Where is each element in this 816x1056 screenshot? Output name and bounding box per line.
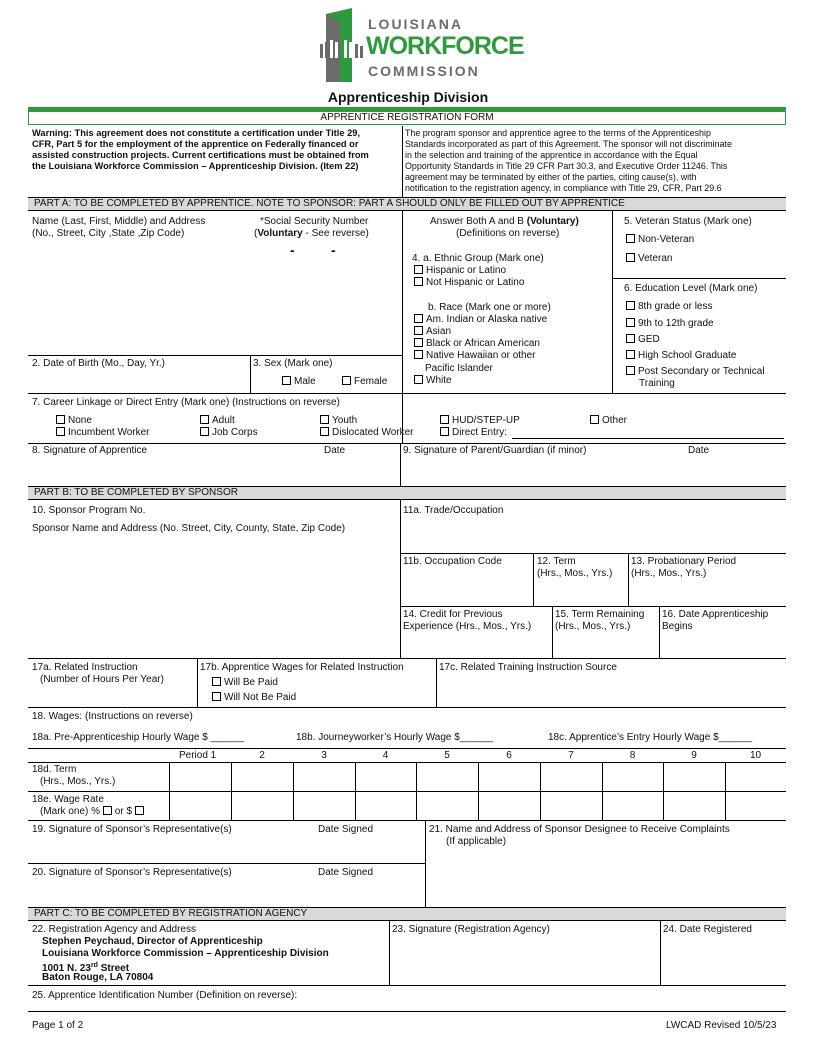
related-instr-label: 17a. Related Instruction <box>32 662 138 673</box>
logo <box>320 8 524 84</box>
education-option[interactable]: 8th grade or less <box>626 301 713 313</box>
designee-sub: (If applicable) <box>446 836 507 847</box>
period-header: Period 1 <box>179 750 217 761</box>
wage-rate-sub[interactable]: (Mark one) % or $ <box>40 806 147 818</box>
career-option[interactable]: Youth <box>320 415 357 427</box>
period-header: 7 <box>568 750 574 761</box>
race-option[interactable]: Asian <box>414 326 451 338</box>
period-header: 8 <box>629 750 636 761</box>
probation-label: 13. Probationary Period <box>631 556 737 567</box>
form-title: APPRENTICE REGISTRATION FORM <box>320 112 494 123</box>
ssn-label: *Social Security Number <box>260 216 369 227</box>
sig-agency-label: 23. Signature (Registration Agency) <box>392 924 550 935</box>
part-a-header: PART A: TO BE COMPLETED BY APPRENTICE. NOTE TO SPONSOR: PART A SHOULD ONLY BE FILLED OUT BY APPRENTICE <box>28 197 786 211</box>
career-option[interactable]: Direct Entry: <box>440 427 507 439</box>
period-header: 5 <box>444 750 450 761</box>
checkbox[interactable] <box>414 350 423 359</box>
date-label: Date <box>688 445 710 456</box>
sex-male[interactable]: Male <box>282 376 316 388</box>
sex-female[interactable]: Female <box>342 376 387 388</box>
date-label: Date <box>324 445 346 456</box>
checkbox[interactable] <box>626 234 635 243</box>
checkbox[interactable] <box>626 318 635 327</box>
entry-wage-label: 18c. Apprentice’s Entry Hourly Wage $______ <box>548 732 753 743</box>
logo-line3: COMMISSION <box>368 63 480 79</box>
wages-label: 18. Wages: (Instructions on reverse) <box>32 711 193 722</box>
term-row-label: 18d. Term <box>32 764 77 775</box>
period-header: 4 <box>382 750 389 761</box>
date-signed-label: Date Signed <box>318 867 374 878</box>
checkbox[interactable] <box>414 326 423 335</box>
sig-rep19-label: 19. Signature of Sponsor’s Representative(s) <box>32 824 232 835</box>
apprentice-id-label: 25. Apprentice Identification Number (Definition on reverse): <box>32 990 298 1001</box>
ethnic-option[interactable]: Not Hispanic or Latino <box>414 277 524 289</box>
ssn-dash: - <box>290 242 295 258</box>
program-no-label: 10. Sponsor Program No. <box>32 505 146 516</box>
name-label: Name (Last, First, Middle) and Address <box>32 216 206 227</box>
designee-label: 21. Name and Address of Sponsor Designee to Receive Complaints <box>429 824 730 835</box>
race-option[interactable]: White <box>414 375 452 387</box>
name-sub: (No., Street, City ,State ,Zip Code) <box>32 228 185 239</box>
checkbox[interactable] <box>342 376 351 385</box>
trade-label: 11a. Trade/Occupation <box>403 505 504 516</box>
checkbox[interactable] <box>200 427 209 436</box>
checkbox[interactable] <box>320 427 329 436</box>
race-option[interactable]: Black or African American <box>414 338 540 350</box>
checkbox[interactable] <box>200 415 209 424</box>
career-option[interactable]: None <box>56 415 92 427</box>
agreement-text: The program sponsor and apprentice agree to the terms of the Apprenticeship Standards incorporated as part of this Agreement. The sponsor will not discriminate in the selection and training of the apprentice in accordance with the Equal Opportunity Standards in Title 29 CFR Part 30.3, and Executive Order 11246. This agreement may be terminated by either of the parties, citing cause(s), with notification to the registration agency, in compliance with Title 29, CFR, Part 29.6 <box>405 128 732 193</box>
training-source-label: 17c. Related Training Instruction Source <box>439 662 617 673</box>
ethnic-option[interactable]: Hispanic or Latino <box>414 265 506 277</box>
date-registered-label: 24. Date Registered <box>663 924 752 935</box>
checkbox[interactable] <box>56 427 65 436</box>
checkbox[interactable] <box>590 415 599 424</box>
race-label: b. Race (Mark one or more) <box>428 302 551 313</box>
veteran-option[interactable]: Non-Veteran <box>626 234 694 246</box>
date-signed-label: Date Signed <box>318 824 374 835</box>
period-header: 3 <box>321 750 327 761</box>
pre-wage-label: 18a. Pre-Apprenticeship Hourly Wage $ ______ <box>32 732 244 743</box>
term-row-sub: (Hrs., Mos., Yrs.) <box>40 776 116 787</box>
logo-line2: WORKFORCE <box>366 32 524 60</box>
career-label: 7. Career Linkage or Direct Entry (Mark one) (Instructions on reverse) <box>32 397 340 408</box>
form-title-bar <box>28 107 786 125</box>
veteran-label: 5. Veteran Status (Mark one) <box>624 216 752 227</box>
career-option[interactable]: Dislocated Worker <box>320 427 414 439</box>
agency-line: Stephen Peychaud, Director of Apprenticeship <box>42 936 263 947</box>
wage-rate-label: 18e. Wage Rate <box>32 794 104 805</box>
education-option[interactable]: Post Secondary or Technical <box>626 366 765 378</box>
logo-mark-icon <box>320 8 364 82</box>
veteran-option[interactable]: Veteran <box>626 253 672 265</box>
division-title: Apprenticeship Division <box>327 89 489 105</box>
education-option[interactable]: 9th to 12th grade <box>626 318 714 330</box>
checkbox[interactable] <box>626 301 635 310</box>
checkbox[interactable] <box>626 334 635 343</box>
part-c-header: PART C: TO BE COMPLETED BY REGISTRATION AGENCY <box>28 907 786 921</box>
sig-parent-label: 9. Signature of Parent/Guardian (if minor) <box>403 445 587 456</box>
race-option[interactable]: Am. Indian or Alaska native <box>414 314 547 326</box>
period-header: 2 <box>259 750 265 761</box>
career-option[interactable]: Job Corps <box>200 427 258 439</box>
sig-rep20-label: 20. Signature of Sponsor’s Representative(s) <box>32 867 232 878</box>
logo-line1: LOUISIANA <box>368 16 463 32</box>
wages-related-label: 17b. Apprentice Wages for Related Instruction <box>200 662 404 673</box>
ssn-sub: (Voluntary - See reverse) <box>254 228 369 239</box>
sig-apprentice-label: 8. Signature of Apprentice <box>32 445 148 456</box>
ssn-dash: - <box>331 242 336 258</box>
race-option[interactable]: Native Hawaiian or other <box>414 350 536 362</box>
revision-label: LWCAD Revised 10/5/23 <box>666 1020 777 1031</box>
answer-label: Answer Both A and B (Voluntary) <box>430 216 579 227</box>
checkbox[interactable] <box>282 376 291 385</box>
checkbox[interactable] <box>212 692 221 701</box>
checkbox[interactable] <box>414 375 423 384</box>
term-label: 12. Term <box>537 556 576 567</box>
checkbox[interactable] <box>440 415 449 424</box>
checkbox[interactable] <box>414 338 423 347</box>
dob-label: 2. Date of Birth (Mo., Day, Yr.) <box>32 358 166 369</box>
term-remaining-label: 15. Term Remaining <box>555 609 645 620</box>
checkbox[interactable] <box>212 677 221 686</box>
period-header: 10 <box>749 750 762 761</box>
agency-city: Baton Rouge, LA 70804 <box>42 972 154 983</box>
period-header: 6 <box>506 750 512 761</box>
checkbox[interactable] <box>626 366 635 375</box>
credit-label: 14. Credit for Previous <box>403 609 503 620</box>
journey-wage-label: 18b. Journeyworker’s Hourly Wage $______ <box>296 732 494 743</box>
career-option[interactable]: Incumbent Worker <box>56 427 150 439</box>
checkbox[interactable] <box>414 265 423 274</box>
checkbox[interactable] <box>320 415 329 424</box>
will-be-paid[interactable]: Will Be Paid <box>212 677 278 689</box>
probation-sub: (Hrs., Mos., Yrs.) <box>631 568 707 579</box>
definitions-label: (Definitions on reverse) <box>456 228 560 239</box>
education-option[interactable]: High School Graduate <box>626 350 736 362</box>
sex-label: 3. Sex (Mark one) <box>253 358 333 369</box>
will-not-be-paid[interactable]: Will Not Be Paid <box>212 692 296 704</box>
checkbox[interactable] <box>414 277 423 286</box>
checkbox[interactable] <box>440 427 449 436</box>
checkbox[interactable] <box>414 314 423 323</box>
agency-street: 1001 N. 23rd Street <box>42 962 130 974</box>
checkbox[interactable] <box>135 806 144 815</box>
page-number: Page 1 of 2 <box>32 1020 84 1031</box>
related-instr-sub: (Number of Hours Per Year) <box>40 674 164 685</box>
checkbox[interactable] <box>626 253 635 262</box>
career-option[interactable]: HUD/STEP-UP <box>440 415 520 427</box>
checkbox[interactable] <box>103 806 112 815</box>
education-label: 6. Education Level (Mark one) <box>624 283 758 294</box>
part-b-header: PART B: TO BE COMPLETED BY SPONSOR <box>28 486 786 500</box>
agency-label: 22. Registration Agency and Address <box>32 924 196 935</box>
checkbox[interactable] <box>626 350 635 359</box>
checkbox[interactable] <box>56 415 65 424</box>
direct-entry-line[interactable] <box>512 438 784 439</box>
date-begins-sub: Begins <box>662 621 693 632</box>
term-remaining-sub: (Hrs., Mos., Yrs.) <box>555 621 631 632</box>
date-begins-label: 16. Date Apprenticeship <box>662 609 769 620</box>
sponsor-name-label: Sponsor Name and Address (No. Street, City, County, State, Zip Code) <box>32 523 346 534</box>
career-option[interactable]: Other <box>590 415 627 427</box>
education-option[interactable]: GED <box>626 334 660 346</box>
race-option-cont: Pacific Islander <box>425 363 493 374</box>
education-option-cont: Training <box>639 378 675 389</box>
warning-text: Warning: This agreement does not constitute a certification under Title 29, CFR, Part 5 for the employment of the apprentice on Federally financed or assisted construction projects. Current certifications must be obtained from the Louisiana Workforce Commission – Apprenticeship Division. (Item 22) <box>32 128 369 171</box>
occ-code-label: 11b. Occupation Code <box>403 556 502 567</box>
period-header: 9 <box>691 750 697 761</box>
career-option[interactable]: Adult <box>200 415 235 427</box>
ethnic-label: 4. a. Ethnic Group (Mark one) <box>412 253 544 264</box>
agency-line: Louisiana Workforce Commission – Apprenticeship Division <box>42 948 329 959</box>
credit-sub: Experience (Hrs., Mos., Yrs.) <box>403 621 532 632</box>
term-sub: (Hrs., Mos., Yrs.) <box>537 568 613 579</box>
